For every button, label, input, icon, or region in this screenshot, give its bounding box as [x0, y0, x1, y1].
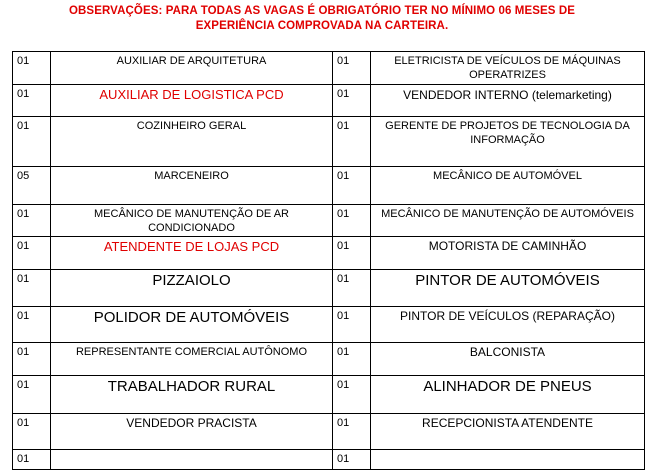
quantity-cell: 01	[333, 414, 371, 450]
quantity-cell: 01	[13, 205, 51, 237]
quantity-cell: 01	[333, 117, 371, 167]
role-cell: GERENTE DE PROJETOS DE TECNOLOGIA DA INFORMAÇÃO	[371, 117, 645, 167]
notice-line-1: OBSERVAÇÕES: PARA TODAS AS VAGAS É OBRIGATÓRIO TER NO MÍNIMO 06 MESES DE	[68, 5, 576, 17]
quantity-cell: 01	[13, 85, 51, 117]
quantity-cell: 01	[333, 52, 371, 85]
role-cell: MOTORISTA DE CAMINHÃO	[371, 237, 645, 270]
role-cell: VENDEDOR INTERNO (telemarketing)	[371, 85, 645, 117]
quantity-cell: 01	[333, 307, 371, 343]
quantity-cell: 01	[333, 270, 371, 307]
role-cell: BALCONISTA	[371, 343, 645, 376]
table-row	[13, 237, 645, 270]
quantity-cell: 01	[333, 205, 371, 237]
role-cell: PINTOR DE VEÍCULOS (REPARAÇÃO)	[371, 307, 645, 343]
quantity-cell: 05	[13, 167, 51, 205]
table-row	[13, 167, 645, 205]
quantity-cell: 01	[13, 117, 51, 167]
quantity-cell: 01	[13, 450, 51, 470]
role-cell: VENDEDOR PRACISTA	[51, 414, 333, 450]
role-cell: MARCENEIRO	[51, 167, 333, 205]
quantity-cell: 01	[13, 270, 51, 307]
table-row	[13, 343, 645, 376]
quantity-cell: 01	[333, 167, 371, 205]
role-cell: ALINHADOR DE PNEUS	[371, 376, 645, 414]
quantity-cell: 01	[333, 343, 371, 376]
role-cell: PINTOR DE AUTOMÓVEIS	[371, 270, 645, 307]
notice-line-2: EXPERIÊNCIA COMPROVADA NA CARTEIRA.	[195, 20, 449, 32]
role-cell: MECÂNICO DE MANUTENÇÃO DE AR CONDICIONADO	[51, 205, 333, 237]
table-row	[13, 414, 645, 450]
quantity-cell: 01	[333, 85, 371, 117]
quantity-cell: 01	[13, 237, 51, 270]
role-cell: COZINHEIRO GERAL	[51, 117, 333, 167]
table-row	[13, 117, 645, 167]
role-cell: AUXILIAR DE LOGISTICA PCD	[51, 85, 333, 117]
table-row	[13, 85, 645, 117]
table-row	[13, 270, 645, 307]
role-cell: MECÂNICO DE AUTOMÓVEL	[371, 167, 645, 205]
role-cell: ELETRICISTA DE VEÍCULOS DE MÁQUINAS OPERATRIZES	[371, 52, 645, 85]
quantity-cell: 01	[333, 237, 371, 270]
table-row	[13, 52, 645, 85]
role-cell: REPRESENTANTE COMERCIAL AUTÔNOMO	[51, 343, 333, 376]
role-cell: TRABALHADOR RURAL	[51, 376, 333, 414]
quantity-cell: 01	[13, 52, 51, 85]
role-cell: ATENDENTE DE LOJAS PCD	[51, 237, 333, 270]
table-row	[13, 376, 645, 414]
quantity-cell: 01	[13, 414, 51, 450]
quantity-cell: 01	[13, 343, 51, 376]
role-cell: AUXILIAR DE ARQUITETURA	[51, 52, 333, 85]
table-row	[13, 205, 645, 237]
quantity-cell: 01	[333, 376, 371, 414]
quantity-cell: 01	[13, 376, 51, 414]
role-cell: RECEPCIONISTA ATENDENTE	[371, 414, 645, 450]
role-cell: MECÂNICO DE MANUTENÇÃO DE AUTOMÓVEIS	[371, 205, 645, 237]
quantity-cell: 01	[13, 307, 51, 343]
role-cell: PIZZAIOLO	[51, 270, 333, 307]
table-row	[13, 307, 645, 343]
quantity-cell: 01	[333, 450, 371, 470]
job-openings-table	[12, 51, 645, 470]
role-cell: POLIDOR DE AUTOMÓVEIS	[51, 307, 333, 343]
notice-banner	[12, 4, 632, 34]
